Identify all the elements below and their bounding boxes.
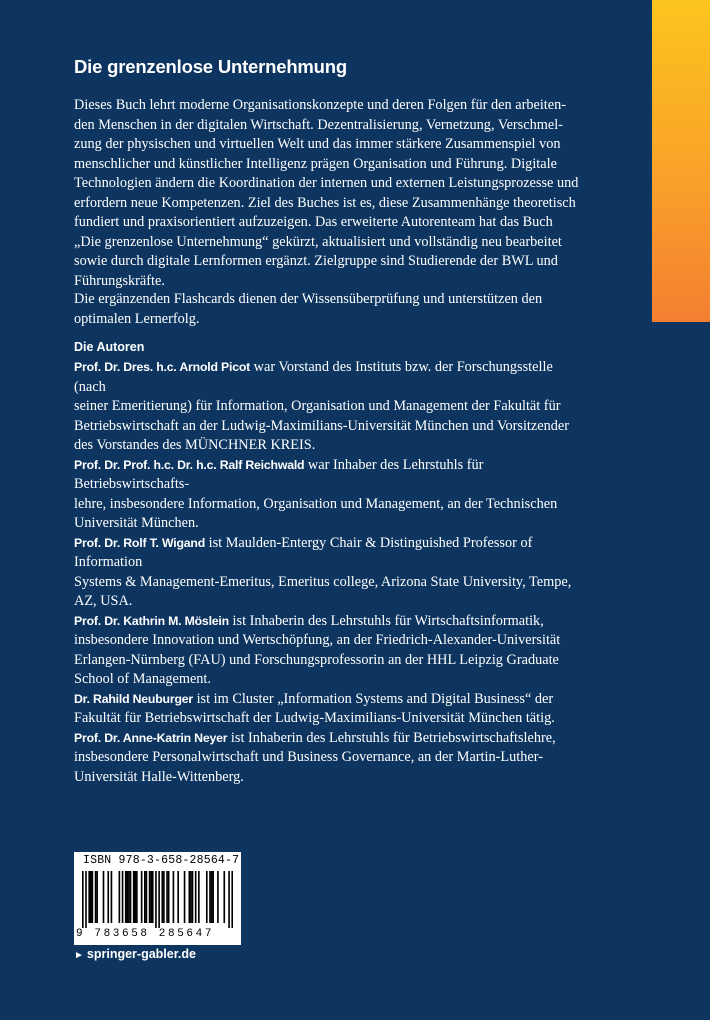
barcode-bar	[149, 871, 151, 923]
author-bio-line: Systems & Management-Emeritus, Emeritus college, Arizona State University, Tempe,	[74, 573, 572, 590]
barcode-bar	[163, 871, 165, 923]
author-entry	[74, 456, 584, 534]
flashcards-line: optimalen Lernerfolg.	[74, 310, 200, 327]
author-bio-line: des Vorstandes des MÜNCHNER KREIS.	[74, 437, 316, 453]
author-bio-line: Prof. Dr. Prof. h.c. Dr. h.c. Ralf Reichwald war Inhaber des Lehrstuhls für Betriebswirtschafts-	[74, 456, 484, 492]
description-line: Technologien ändern die Koordination der internen und externen Leistungsprozesse und	[74, 175, 579, 191]
author-bio-line: Fakultät für Betriebswirtschaft der Ludwig-Maximilians-Universität München tätig.	[74, 710, 555, 726]
author-bio-line: insbesondere Personalwirtschaft und Business Governance, an der Martin-Luther-	[74, 749, 543, 765]
author-bio-line: Erlangen-Nürnberg (FAU) und Forschungsprofessorin an der HHL Leipzig Graduate	[74, 651, 559, 668]
description-line: fundiert und praxisorientiert aufzuzeigen. Das erweiterte Autorenteam hat das Buch	[74, 214, 553, 230]
barcode-bar	[173, 871, 175, 923]
barcode-bar	[209, 871, 211, 923]
isbn-number: ISBN 978-3-658-28564-7	[83, 854, 240, 867]
barcode-bar	[90, 871, 92, 923]
barcode-bar	[217, 871, 219, 923]
barcode-bar	[134, 871, 136, 923]
description-line: „Die grenzenlose Unternehmung“ gekürzt, aktualisiert und vollständig neu bearbeitet	[74, 233, 562, 250]
author-entry	[74, 612, 584, 690]
website-url: springer-gabler.de	[86, 947, 196, 961]
author-entry	[74, 690, 584, 729]
author-bio-line: Universität München.	[74, 515, 199, 531]
barcode-bar	[158, 871, 160, 928]
barcode-bar	[231, 871, 233, 928]
barcode-bar	[198, 871, 200, 923]
barcode-bar	[141, 871, 143, 923]
barcode-bar	[150, 871, 152, 923]
barcode-bar	[211, 871, 213, 923]
barcode-bar	[166, 871, 168, 923]
barcode-bars	[82, 871, 233, 928]
barcode-bar	[192, 871, 194, 923]
barcode-bar	[155, 871, 157, 928]
barcode-bar	[96, 871, 98, 923]
description-line: Dieses Buch lehrt moderne Organisationskonzepte und deren Folgen für den arbeiten-	[74, 97, 567, 113]
barcode-bar	[130, 871, 132, 923]
barcode-bar	[92, 871, 94, 923]
barcode-bar	[146, 871, 148, 923]
barcode-digits: 9 783658 285647	[76, 928, 215, 940]
isbn-barcode	[74, 852, 241, 945]
author-name: Prof. Dr. Prof. h.c. Dr. h.c. Ralf Reichwald	[74, 457, 305, 472]
barcode-bar	[177, 871, 179, 923]
barcode-bar	[103, 871, 105, 923]
barcode-bar	[152, 871, 154, 923]
barcode-bar	[206, 871, 208, 923]
book-description	[74, 96, 584, 291]
author-bio-line: Prof. Dr. Anne-Katrin Neyer ist Inhaberin des Lehrstuhls für Betriebswirtschaftslehre,	[74, 729, 556, 746]
flashcards-line: Die ergänzenden Flashcards dienen der Wissensüberprüfung und unterstützen den	[74, 291, 543, 307]
barcode-bar	[190, 871, 192, 923]
author-entry	[74, 534, 584, 612]
barcode-bar	[223, 871, 225, 923]
author-name: Prof. Dr. Anne-Katrin Neyer	[74, 730, 228, 745]
description-line: sowie durch digitale Lernformen ergänzt. Zielgruppe sind Studierende der BWL und	[74, 253, 558, 269]
author-entry	[74, 358, 584, 456]
author-name: Dr. Rahild Neuburger	[74, 691, 193, 706]
barcode-bar	[136, 871, 138, 923]
author-name: Prof. Dr. Rolf T. Wigand	[74, 535, 206, 550]
barcode-bar	[125, 871, 127, 923]
author-bio-line: seiner Emeritierung) für Information, Organisation und Management der Fakultät für	[74, 398, 561, 414]
barcode-bar	[82, 871, 84, 928]
barcode-bar	[228, 871, 230, 928]
author-bio-line: Prof. Dr. Kathrin M. Möslein ist Inhaberin des Lehrstuhls für Wirtschaftsinformatik,	[74, 612, 544, 629]
barcode-bar	[195, 871, 197, 923]
barcode-bar	[88, 871, 90, 923]
arrow-right-icon: ►	[74, 950, 84, 961]
barcode-bar	[133, 871, 135, 923]
barcode-bar	[188, 871, 190, 923]
author-bio-line: Prof. Dr. Dres. h.c. Arnold Picot war Vorstand des Instituts bzw. der Forschungsstelle (nach	[74, 359, 553, 395]
description-line: den Menschen in der digitalen Wirtschaft. Dezentralisierung, Vernetzung, Verschmel-	[74, 116, 563, 133]
author-bio-line: Prof. Dr. Rolf T. Wigand ist Maulden-Entergy Chair & Distinguished Professor of Information	[74, 534, 533, 570]
barcode-bar	[107, 871, 109, 923]
author-bio-line: Betriebswirtschaft an der Ludwig-Maximilians-Universität München und Vorsitzender	[74, 417, 569, 434]
description-line: menschlicher und künstlicher Intelligenz prägen Organisation und Führung. Digitale	[74, 155, 557, 172]
authors-list	[74, 358, 584, 787]
barcode-bar	[111, 871, 113, 923]
accent-color-bar	[652, 0, 710, 322]
barcode-bar	[95, 871, 97, 923]
author-bio-line: School of Management.	[74, 671, 211, 687]
author-entry	[74, 729, 584, 788]
barcode-bar	[128, 871, 130, 923]
publisher-website[interactable]	[74, 947, 196, 961]
flashcards-note	[74, 290, 584, 329]
barcode-bar	[168, 871, 170, 923]
author-name: Prof. Dr. Kathrin M. Möslein	[74, 613, 229, 628]
author-bio-line: AZ, USA.	[74, 593, 133, 609]
author-bio-line: Dr. Rahild Neuburger ist im Cluster „Information Systems and Digital Business“ der	[74, 690, 554, 707]
barcode-bar	[127, 871, 129, 923]
author-bio-line: insbesondere Innovation und Wertschöpfung, an der Friedrich-Alexander-Universität	[74, 632, 561, 648]
barcode-bar	[212, 871, 214, 923]
author-name: Prof. Dr. Dres. h.c. Arnold Picot	[74, 360, 251, 374]
book-title: Die grenzenlose Unternehmung	[74, 56, 347, 77]
barcode-bar	[184, 871, 186, 923]
author-bio-line: Universität Halle-Wittenberg.	[74, 768, 244, 785]
barcode-bar	[122, 871, 124, 923]
description-line: Führungskräfte.	[74, 272, 165, 289]
authors-heading: Die Autoren	[74, 340, 145, 354]
barcode-bar	[119, 871, 121, 923]
barcode-bar	[161, 871, 163, 923]
author-bio-line: lehre, insbesondere Information, Organisation und Management, an der Technischen	[74, 495, 558, 512]
description-line: zung der physischen und virtuellen Welt und das immer stärkere Zusammenspiel von	[74, 136, 561, 152]
description-line: erfordern neue Kompetenzen. Ziel des Buches ist es, diese Zusammenhänge theoretisch	[74, 194, 576, 211]
barcode-bar	[144, 871, 146, 923]
barcode-bar	[85, 871, 87, 928]
